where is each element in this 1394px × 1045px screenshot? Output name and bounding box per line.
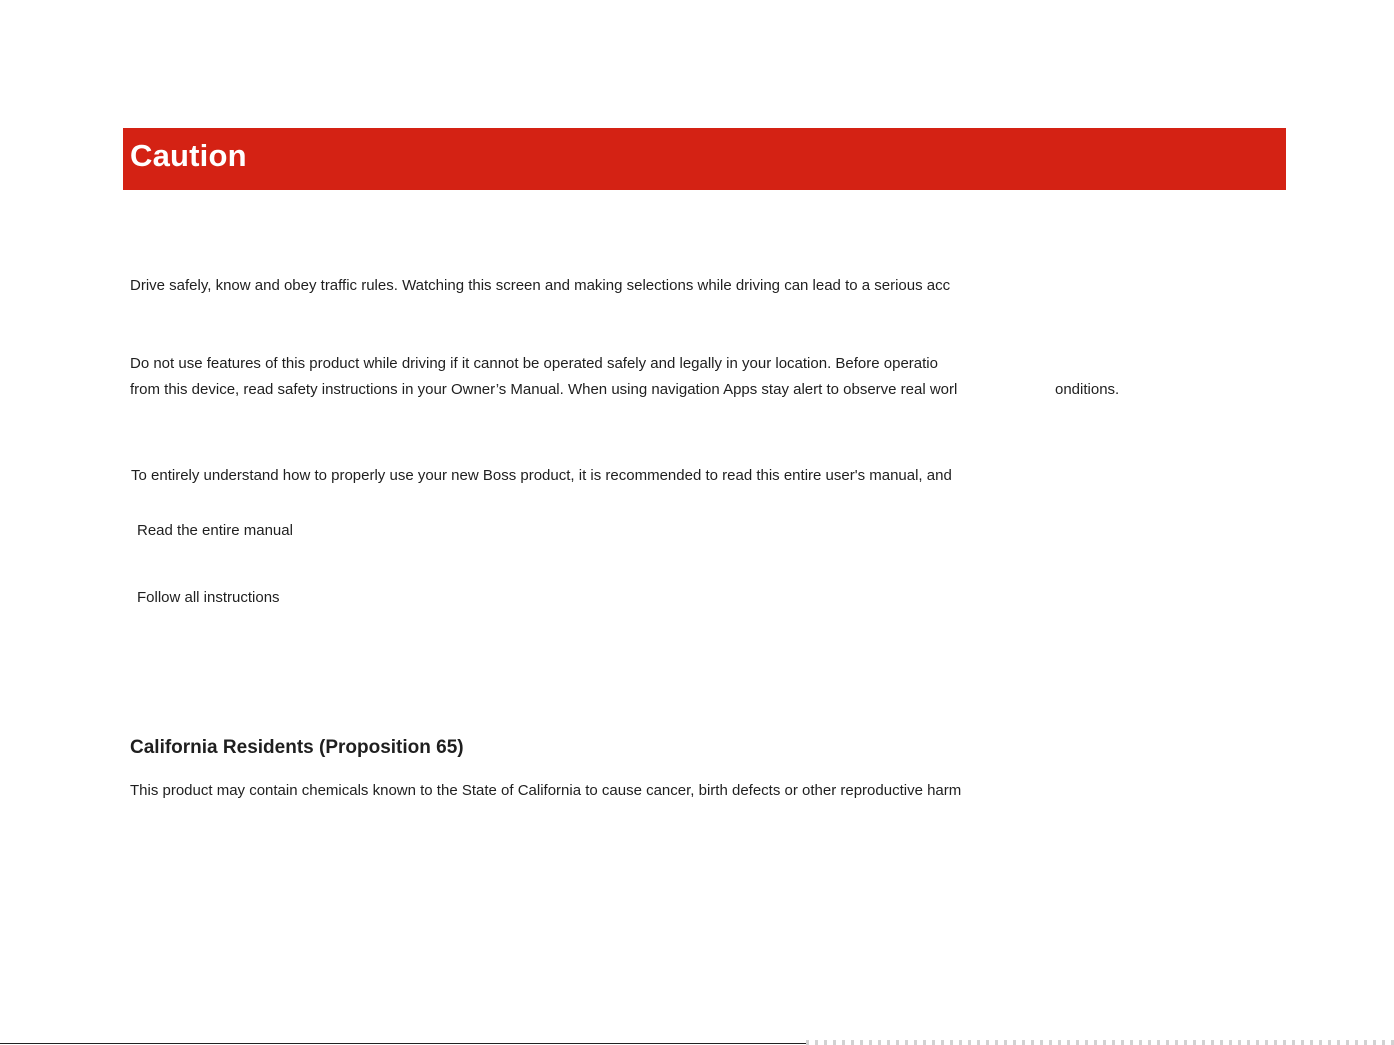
prop65-text: This product may contain chemicals known to the State of California to cause cancer, birth defects or other reproductive harm (130, 782, 962, 799)
manual-recommendation-paragraph: To entirely understand how to properly use your new Boss product, it is recommended to read this entire user's manual, and (131, 467, 952, 484)
caution-banner (123, 128, 1286, 190)
safety-paragraph-2-line-2-end: onditions. (1055, 381, 1120, 398)
safety-paragraph-2-line-2: from this device, read safety instructions in your Owner’s Manual. When using navigation Apps stay alert to observe real worl (130, 381, 958, 398)
footer-divider (0, 1043, 806, 1044)
caution-title: Caution (130, 138, 247, 173)
list-item: Follow all instructions (137, 589, 280, 606)
safety-paragraph-1: Drive safely, know and obey traffic rules. Watching this screen and making selections while driving can lead to a serious acc (130, 277, 951, 294)
list-item: Read the entire manual (137, 522, 293, 539)
safety-paragraph-2-line-1: Do not use features of this product while driving if it cannot be operated safely and legally in your location. Before operatio (130, 355, 938, 372)
prop65-heading: California Residents (Proposition 65) (130, 737, 464, 758)
footer-bleed-through (806, 1040, 1394, 1045)
